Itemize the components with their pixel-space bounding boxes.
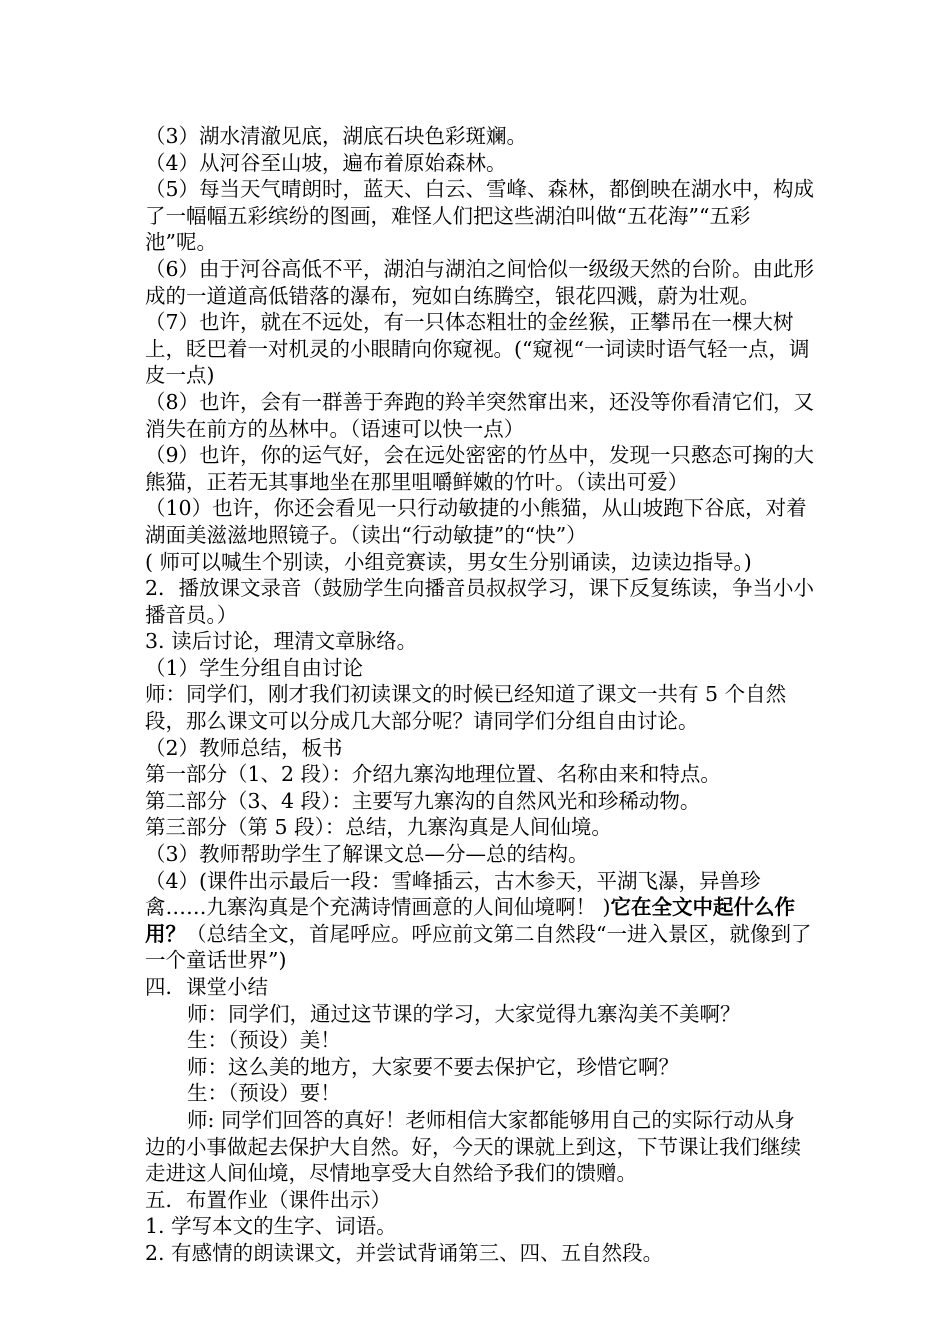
- homework-1: 1. 学写本文的生字、词语。: [145, 1214, 397, 1239]
- substep-1: （1）学生分组自由讨论: [145, 655, 364, 680]
- substep-4-question: 它在全文中起什么作用？: [145, 895, 796, 946]
- substep-4: [145, 868, 815, 974]
- paragraph-8: （8）也许，会有一群善于奔跑的羚羊突然窜出来，还没等你看清它们，又消失在前方的丛林中。（语速可以快一点）: [145, 389, 815, 441]
- part-one: 第一部分（1、2 段）：介绍九寨沟地理位置、名称由来和特点。: [145, 762, 721, 787]
- dialog-line-4: 生：（预设）要！: [187, 1081, 341, 1106]
- section-4-heading: 四．课堂小结: [145, 975, 268, 999]
- substep-4-answer: （总结全文，首尾呼应。呼应前文第二自然段“一进入景区，就像到了一个童话世界”): [145, 921, 812, 973]
- paragraph-5: （5）每当天气晴朗时，蓝天、白云、雪峰、森林，都倒映在湖水中，构成了一幅幅五彩缤纷的图画，难怪人们把这些湖泊叫做“五花海”“五彩池”呢。: [145, 177, 815, 255]
- teacher-prompt: 师：同学们，刚才我们初读课文的时候已经知道了课文一共有 5 个自然段，那么课文可以分成几大部分呢？请同学们分组自由讨论。: [145, 682, 787, 734]
- paragraph-9: （9）也许，你的运气好，会在远处密密的竹丛中，发现一只憨态可掬的大熊猫，正若无其事地坐在那里咀嚼鲜嫩的竹叶。（读出可爱）: [145, 443, 815, 494]
- substep-4-text: （4）(课件出示最后一段：雪峰插云，古木参天，平湖飞瀑，异兽珍禽……九寨沟真是个充满诗情画意的人间仙境啊！ ): [145, 868, 761, 920]
- substep-3: （3）教师帮助学生了解课文总—分—总的结构。: [145, 842, 589, 867]
- step-3-discussion: 3. 读后讨论，理清文章脉络。: [145, 629, 418, 654]
- paragraph-4: （4）从河谷至山坡，遍布着原始森林。: [145, 150, 507, 175]
- closing-remarks-first: 师: 同学们回答的真好！老师相信大家都能够用自己的实际行动: [187, 1107, 754, 1132]
- dialog-line-1: 师：同学们，通过这节课的学习，大家觉得九寨沟美不美啊？: [187, 1001, 741, 1026]
- document-body: [145, 123, 815, 1267]
- closing-remarks: [145, 1107, 815, 1187]
- paragraph-7: （7）也许，就在不远处，有一只体态粗壮的金丝猴，正攀吊在一棵大树上，眨巴着一对机灵的小眼睛向你窥视。(“窥视“一词读时语气轻一点，调皮一点): [145, 310, 810, 388]
- substep-2: （2）教师总结，板书: [145, 735, 343, 760]
- paragraph-3: （3）湖水清澈见底，湖底石块色彩斑斓。: [145, 124, 528, 148]
- dialog-line-2: 生：（预设）美！: [187, 1028, 341, 1053]
- closing-remarks-rest: 从身边的小事做起去保护大自然。好，今天的课就上到这，下节课让我们继续走进这人间仙境，尽情地享受大自然给予我们的馈赠。: [145, 1107, 801, 1186]
- part-two: 第二部分（3、4 段）：主要写九寨沟的自然风光和珍稀动物。: [145, 788, 701, 813]
- part-three: 第三部分（第 5 段）：总结，九寨沟真是人间仙境。: [145, 815, 612, 840]
- reading-note: ( 师可以喊生个别读，小组竞赛读，男女生分别诵读，边读边指导。): [145, 549, 752, 574]
- step-2-recording: 2．播放课文录音（鼓励学生向播音员叔叔学习，课下反复练读，争当小小播音员。）: [145, 576, 815, 627]
- paragraph-6: （6）由于河谷高低不平，湖泊与湖泊之间恰似一级级天然的台阶。由此形成的一道道高低错落的瀑布，宛如白练腾空，银花四溅，蔚为壮观。: [145, 256, 815, 308]
- homework-2: 2. 有感情的朗读课文，并尝试背诵第三、四、五自然段。: [145, 1240, 664, 1265]
- dialog-line-3: 师：这么美的地方，大家要不要去保护它，珍惜它啊？: [187, 1054, 679, 1079]
- section-5-heading: 五．布置作业（课件出示）: [145, 1187, 391, 1212]
- paragraph-10: （10）也许，你还会看见一只行动敏捷的小熊猫，从山坡跑下谷底，对着湖面美滋滋地照镜子。（读出“行动敏捷”的“快”）: [145, 496, 807, 547]
